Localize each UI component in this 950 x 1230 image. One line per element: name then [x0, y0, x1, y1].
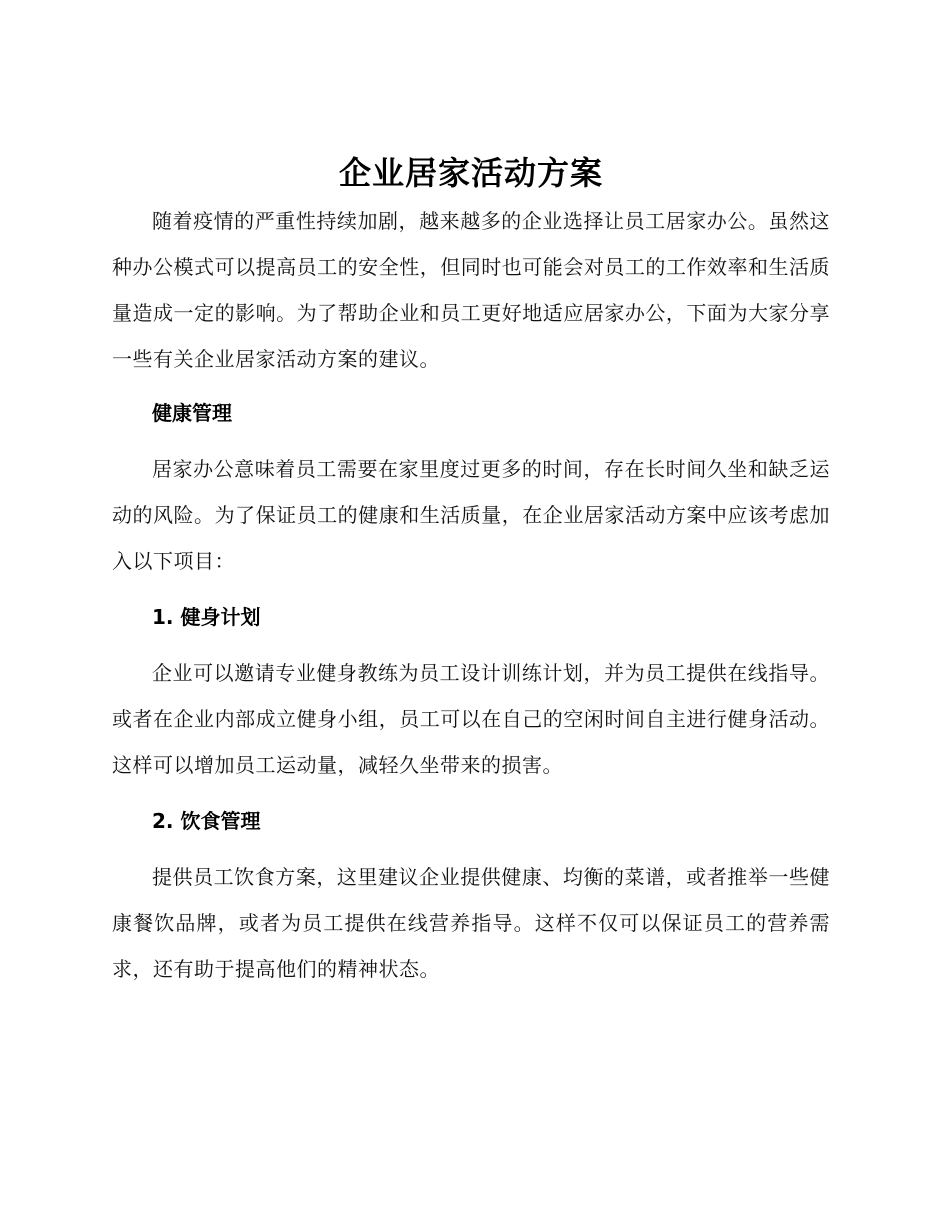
spacer: [112, 382, 830, 390]
section-body-diet: 提供员工饮食方案，这里建议企业提供健康、均衡的菜谱，或者推举一些健康餐饮品牌，或者为员工提供在线营养指导。这样不仅可以保证员工的营养需求，还有助于提高他们的精神状态。: [112, 865, 830, 981]
document-title: 企业居家活动方案: [338, 154, 603, 192]
spacer: [112, 584, 830, 594]
spacer: [112, 844, 830, 854]
section-body-health: 居家办公意味着员工需要在家里度过更多的时间，存在长时间久坐和缺乏运动的风险。为了保证员工的健康和生活质量，在企业居家活动方案中应该考虑加入以下项目：: [112, 457, 830, 573]
spacer: [112, 640, 830, 650]
spacer: [112, 436, 830, 446]
document-content: [112, 148, 830, 992]
intro-paragraph: 随着疫情的严重性持续加剧，越来越多的企业选择让员工居家办公。虽然这种办公模式可以提高员工的安全性，但同时也可能会对员工的工作效率和生活质量造成一定的影响。为了帮助企业和员工更好地适应居家办公，下面为大家分享一些有关企业居家活动方案的建议。: [112, 209, 830, 371]
section-body-fitness: 企业可以邀请专业健身教练为员工设计训练计划，并为员工提供在线指导。或者在企业内部成立健身小组，员工可以在自己的空闲时间自主进行健身活动。这样可以增加员工运动量，减轻久坐带来的损害。: [112, 661, 830, 777]
section-heading-diet: 2. 饮食管理: [152, 809, 261, 833]
section-heading-fitness: 1. 健身计划: [152, 605, 261, 629]
spacer: [112, 788, 830, 798]
section-heading-health: 健康管理: [152, 401, 232, 425]
